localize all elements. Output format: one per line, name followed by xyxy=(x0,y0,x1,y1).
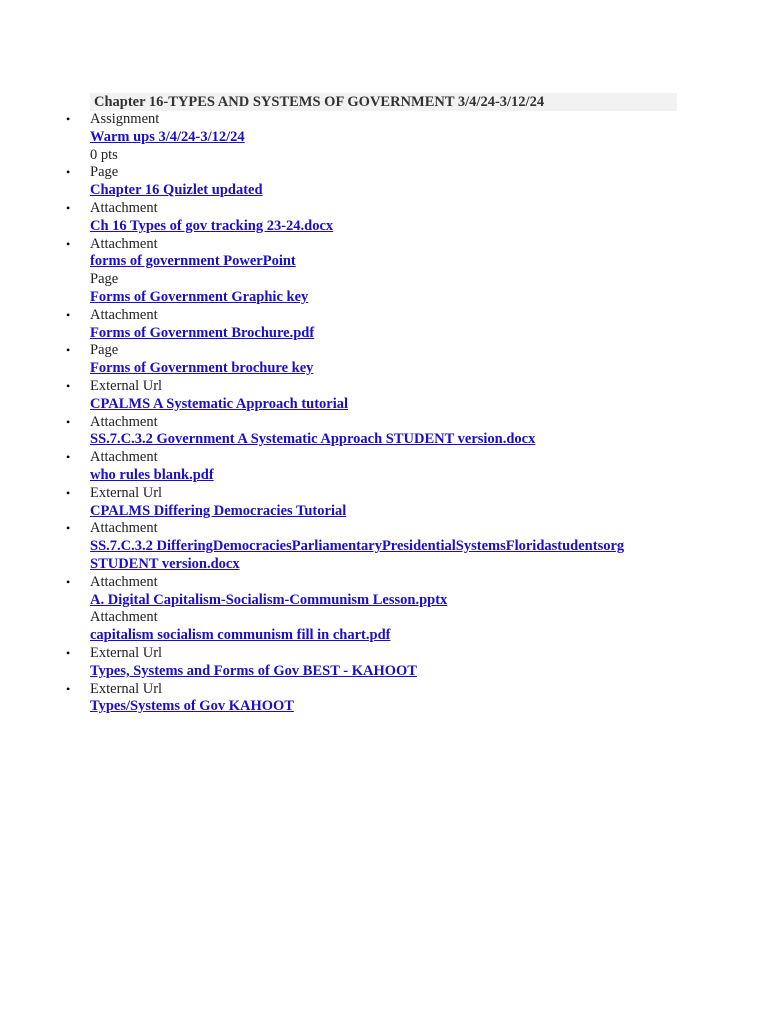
bullet-icon: • xyxy=(66,236,71,251)
module-header xyxy=(90,93,677,111)
module-items-list xyxy=(66,111,690,716)
item-type-label: Attachment xyxy=(90,520,158,537)
item-link[interactable]: who rules blank.pdf xyxy=(90,466,214,483)
item-link[interactable]: Types, Systems and Forms of Gov BEST - KAHOOT xyxy=(90,662,417,679)
bullet-icon: • xyxy=(66,485,71,500)
item-link[interactable]: Warm ups 3/4/24-3/12/24 xyxy=(90,128,245,145)
item-type-label: Page xyxy=(90,164,119,181)
item-type-label: Attachment xyxy=(90,235,158,252)
item-type-label: Attachment xyxy=(90,306,158,323)
item-link[interactable]: Types/Systems of Gov KAHOOT xyxy=(90,698,294,715)
bullet-icon: • xyxy=(66,414,71,429)
module-item xyxy=(66,199,690,236)
module-item xyxy=(90,609,690,645)
module-item xyxy=(66,680,690,717)
item-type-label: External Url xyxy=(90,377,163,394)
bullet-icon: • xyxy=(66,343,71,358)
module-item xyxy=(66,164,690,200)
module-item xyxy=(66,111,690,164)
item-type-label: External Url xyxy=(90,644,163,661)
item-link[interactable]: CPALMS Differing Democracies Tutorial xyxy=(90,502,347,519)
item-link[interactable]: Forms of Government Brochure.pdf xyxy=(90,324,315,341)
module-item xyxy=(90,271,690,307)
item-type-label: Attachment xyxy=(90,449,158,466)
item-link[interactable]: Forms of Government brochure key xyxy=(90,360,314,377)
item-type-label: Attachment xyxy=(90,199,158,216)
item-link[interactable]: Forms of Government Graphic key xyxy=(90,288,309,305)
module-item xyxy=(66,449,690,485)
bullet-icon: • xyxy=(66,450,71,465)
item-link[interactable]: A. Digital Capitalism-Socialism-Communism Lesson.pptx xyxy=(90,591,448,608)
bullet-icon: • xyxy=(66,681,71,696)
item-type-label: Attachment xyxy=(90,573,158,590)
item-type-label: Page xyxy=(90,342,119,359)
item-link[interactable]: capitalism socialism communism fill in chart.pdf xyxy=(90,627,391,644)
bullet-icon: • xyxy=(66,112,71,126)
item-link[interactable]: CPALMS A Systematic Approach tutorial xyxy=(90,395,349,412)
module-item xyxy=(66,484,690,521)
module-title: Chapter 16-TYPES AND SYSTEMS OF GOVERNMENT 3/4/24-3/12/24 xyxy=(94,94,545,110)
module-item xyxy=(66,644,690,681)
module-item xyxy=(66,520,690,573)
item-link[interactable]: SS.7.C.3.2 Government A Systematic Approach STUDENT version.docx xyxy=(90,431,536,448)
bullet-icon: • xyxy=(66,165,71,180)
module-item xyxy=(66,342,690,378)
bullet-icon: • xyxy=(66,574,71,589)
bullet-icon: • xyxy=(66,200,71,215)
item-type-label: Assignment xyxy=(90,111,160,127)
item-type-label: Attachment xyxy=(90,413,158,430)
item-type-label: Page xyxy=(90,271,119,288)
module-item xyxy=(66,573,690,610)
module-item xyxy=(66,235,690,272)
item-link[interactable]: Chapter 16 Quizlet updated xyxy=(90,182,263,199)
item-type-label: Attachment xyxy=(90,609,158,626)
item-link[interactable]: forms of government PowerPoint xyxy=(90,253,296,270)
bullet-icon: • xyxy=(66,645,71,660)
item-link[interactable]: SS.7.C.3.2 DifferingDemocraciesParliamentaryPresidentialSystemsFloridastudentsorg STUDENT version.docx xyxy=(90,538,625,572)
item-type-label: External Url xyxy=(90,680,163,697)
item-type-label: External Url xyxy=(90,484,163,501)
bullet-icon: • xyxy=(66,307,71,322)
bullet-icon: • xyxy=(66,521,71,536)
bullet-icon: • xyxy=(66,378,71,393)
item-link[interactable]: Ch 16 Types of gov tracking 23-24.docx xyxy=(90,217,334,234)
item-points: 0 pts xyxy=(90,146,118,163)
module-item xyxy=(66,413,690,450)
module-item xyxy=(66,377,690,414)
module-item xyxy=(66,306,690,343)
